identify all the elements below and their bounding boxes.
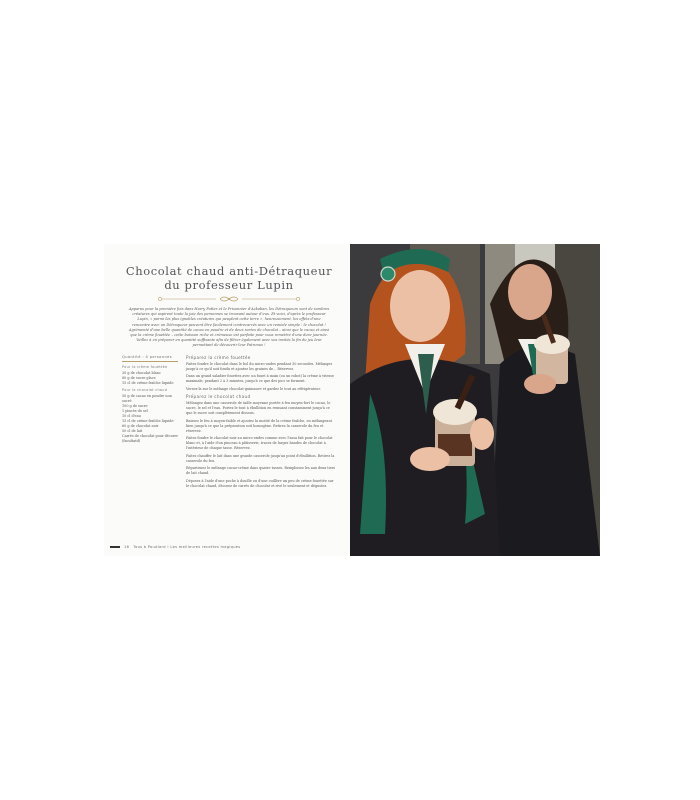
- ingredient-item: 15 cl de crème fraîche liquide: [122, 381, 174, 386]
- recipe-title-line2: du professeur Lupin: [164, 278, 294, 292]
- recipe-columns: [122, 355, 336, 492]
- recipe-page: [104, 244, 350, 556]
- photo-page: [350, 244, 600, 556]
- ingredient-item: 1 pincée de sel: [122, 409, 148, 414]
- step-paragraph: Baissez le feu à moyen-faible et ajoutez la moitié de la crème fraîche, en mélangeant bien jusqu'à ce que la préparation soit homogène. Retirez la casserole du feu et réservez.: [186, 418, 332, 433]
- step-paragraph: Dans un grand saladier fouettez avec un fouet à main (ou un robot) la crème à vitesse maximale, pendant 2 à 3 minutes, jusqu'à ce que des pics se forment.: [186, 374, 334, 384]
- gold-ornament-icon: [122, 295, 336, 303]
- recipe-title-line1: Chocolat chaud anti-Détraqueur: [125, 264, 333, 278]
- page-number: 16: [124, 545, 130, 549]
- step2-title: Préparez le chocolat chaud: [186, 394, 251, 400]
- recipe-title: [122, 264, 336, 292]
- ingredient-item: 100 g de sucre: [122, 404, 148, 409]
- section-cream-label: Pour la crème fouettée: [122, 365, 168, 370]
- quantity-label: Quantité : 4 personnes: [122, 355, 178, 363]
- step2-paragraphs: [186, 401, 336, 489]
- step1-title: Préparez la crème fouettée: [186, 354, 251, 360]
- steps-column: [186, 355, 336, 492]
- step-paragraph: Faites fondre le chocolat noir au micro-ondes comme avec l'assa fait pour le chocolat blanc et, à l'aide d'un pinceau à pâtisserie, tracez de larges bandes de chocolat à l'intérieur de chaque tasse. Réservez.: [186, 436, 333, 451]
- book-spread: [104, 244, 600, 556]
- ingredients-cream-list: [122, 371, 178, 386]
- recipe-intro: Apparus pour la première fois dans Harry Potter et le Prisonnier d'Azkaban, les Détraqueurs sont de sombres créatures qui aspirent toute la joie des personnes se trouvant autour d'eux. Et voici, d'après le professeur Lupin, « parmi les plus ignobles créatures qui peuplent cette terre », heureusement, les effets d'une rencontre avec un Détraqueur peuvent être facilement contrecarrés avec un remède simple : le chocolat ! Agrémenté d'une belle quantité de cacao en poudre et de deux sortes de chocolat – ainsi que le cacao et ainsi que la crème fouettée – cette boisson riche et crémeuse est parfaite pour vous remettre d'une dure journée. Veillez à en préparer en quantité suffisante afin de filtrer également avec vos invités la fin du jeu leur permettant de découvrir leur Patronus !: [128, 307, 330, 348]
- section-chocolate-label: Pour le chocolat chaud: [122, 388, 168, 393]
- footer-rule: [110, 546, 120, 547]
- students-with-hot-chocolate-photo: [350, 244, 600, 556]
- ingredient-item: 50 cl de lait: [122, 429, 143, 434]
- ingredient-item: Carrés de chocolat pour décorer (facultatif): [122, 434, 179, 444]
- ingredient-item: 15 cl de crème fraîche liquide: [122, 419, 174, 424]
- ingredients-column: [122, 355, 178, 492]
- step-paragraph: Mélangez dans une casserole de taille moyenne portée à feu moyen-fort le cacao, le sucre, le sel et l'eau. Portez le tout à ébullition en remuant constamment jusqu'à ce que le sucre soit complètement dissous.: [186, 401, 331, 416]
- running-title: Tous à Poudlard ! Les meilleures recettes magiques: [133, 545, 241, 549]
- page-footer: [110, 545, 240, 549]
- step-paragraph: Répartissez le mélange cacao-crème dans quatre tasses. Remplissez les aux deux tiers de lait chaud.: [186, 466, 336, 476]
- ingredient-item: 30 g de chocolat blanc: [122, 371, 161, 376]
- step-paragraph: Faites fondre le chocolat dans le bol du micro-ondes pendant 30 secondes. Mélangez jusqu'à ce qu'il soit fondu et ajoutez les graines de... Réservez.: [186, 361, 333, 371]
- ingredient-item: 50 g de cacao en poudre non sucré: [122, 394, 172, 404]
- step1-paragraphs: [186, 362, 336, 392]
- ingredient-item: 60 g de chocolat noir: [122, 424, 159, 429]
- ingredient-item: 80 g de sucre glace: [122, 376, 156, 381]
- step-paragraph: Déposez à l'aide d'une poche à douille ou d'une cuillère un peu de crème fouettée sur le chocolat chaud, décorez de carrés de chocolat et rivé le seulement et dégustez.: [186, 478, 334, 488]
- step-paragraph: Faites chauffer le lait dans une grande casserole jusqu'au point d'ébullition. Retirez la casserole du feu.: [186, 453, 335, 463]
- step-paragraph: Versez-la sur le mélange chocolat-guimauve et gardez le tout au réfrigérateur.: [186, 386, 321, 391]
- ingredient-item: 10 cl d'eau: [122, 414, 141, 419]
- ingredients-chocolate-list: [122, 394, 178, 444]
